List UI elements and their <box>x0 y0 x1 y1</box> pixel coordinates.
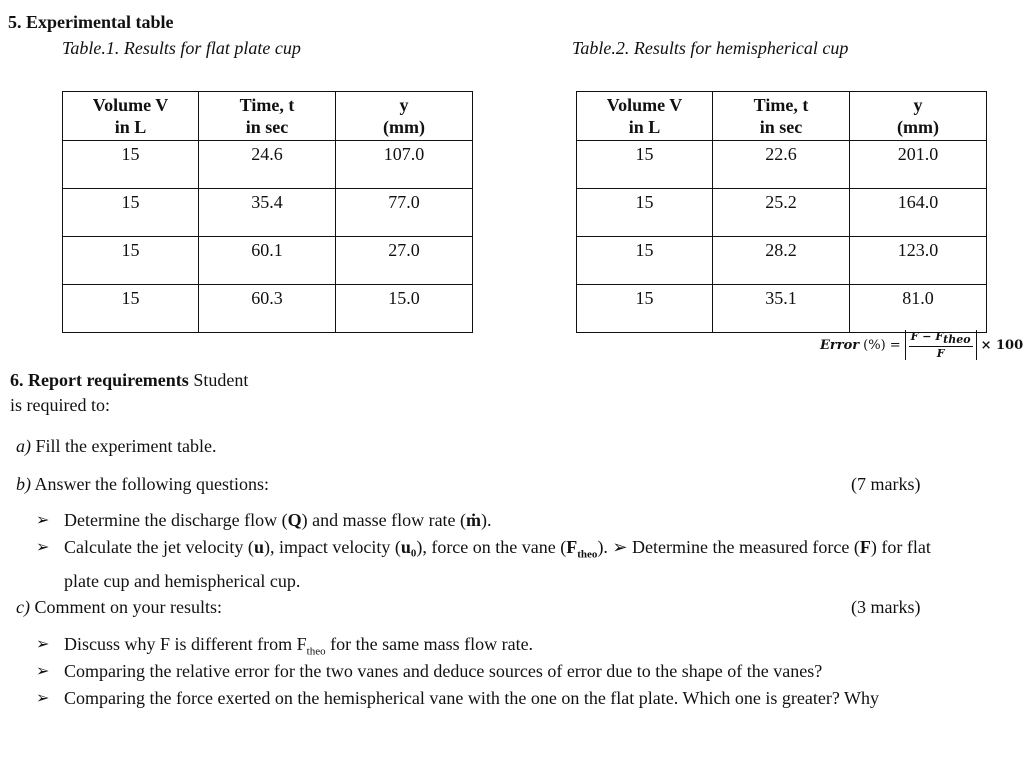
error-formula <box>820 330 1023 360</box>
cell-y: 77.0 <box>336 189 473 237</box>
table-row <box>577 237 987 285</box>
cell-volume: 15 <box>63 189 199 237</box>
section-6-heading: 6. Report requirements Student <box>10 370 249 390</box>
table-row <box>63 237 473 285</box>
cell-time: 22.6 <box>713 141 850 189</box>
cell-volume: 15 <box>63 285 199 333</box>
cell-y: 107.0 <box>336 141 473 189</box>
cell-y: 123.0 <box>850 237 987 285</box>
item-b-bullet-2: Calculate the jet velocity (u), impact velocity (u₀), force on the vane $(F_{theo})$. ➢ Determine the measured force (F) for flat plate cup and hemispherical cup. <box>64 537 931 591</box>
table-row <box>63 285 473 333</box>
item-c-bullet-1: Discuss why F is different from $F_{theo}$ for the same mass flow rate. <box>64 634 534 658</box>
cell-time: 35.4 <box>199 189 336 237</box>
formula-unit: (%) = <box>863 337 901 353</box>
bullet-arrow-icon: ➢ <box>36 512 50 529</box>
section-6-subline: is required to: <box>10 395 110 415</box>
formula-numerator: F − F <box>910 330 944 343</box>
cell-volume: 15 <box>577 189 713 237</box>
cell-volume: 15 <box>577 141 713 189</box>
cell-y: 27.0 <box>336 237 473 285</box>
cell-time: 35.1 <box>713 285 850 333</box>
header-volume: Volume V in L <box>577 92 713 141</box>
table-2-caption: Table.2. Results for hemispherical cup <box>572 38 849 58</box>
bullet-arrow-icon: ➢ <box>36 690 50 707</box>
flat-plate-table <box>62 91 473 333</box>
bullet-arrow-icon: ➢ <box>36 663 50 680</box>
item-a: a) Fill the experiment table. <box>16 436 217 456</box>
cell-volume: 15 <box>63 237 199 285</box>
item-c: c) Comment on your results: <box>16 597 222 617</box>
cell-volume: 15 <box>577 285 713 333</box>
header-volume: Volume V in L <box>63 92 199 141</box>
cell-time: 25.2 <box>713 189 850 237</box>
item-c-bullet-3: Comparing the force exerted on the hemispherical vane with the one on the flat plate. Which one is greater? Why <box>64 688 880 708</box>
cell-time: 28.2 <box>713 237 850 285</box>
cell-time: 24.6 <box>199 141 336 189</box>
cell-y: 164.0 <box>850 189 987 237</box>
item-b-marks: (7 marks) <box>851 474 921 494</box>
table-row <box>577 285 987 333</box>
header-time: Time, t in sec <box>199 92 336 141</box>
header-y: y (mm) <box>850 92 987 141</box>
header-time: Time, t in sec <box>713 92 850 141</box>
bullet-arrow-icon: ➢ <box>36 539 50 556</box>
cell-time: 60.1 <box>199 237 336 285</box>
formula-fraction <box>905 330 977 360</box>
table-header-row <box>63 92 473 141</box>
item-c-bullet-2: Comparing the relative error for the two vanes and deduce sources of error due to the shape of the vanes? <box>64 661 823 681</box>
table-row <box>577 189 987 237</box>
bullet-arrow-icon: ➢ <box>36 636 50 653</box>
cell-volume: 15 <box>577 237 713 285</box>
table-1-caption: Table.1. Results for flat plate cup <box>62 38 301 58</box>
formula-numerator-sub: theo <box>943 333 971 347</box>
cell-volume: 15 <box>63 141 199 189</box>
item-b: b) Answer the following questions: <box>16 474 269 494</box>
cell-y: 201.0 <box>850 141 987 189</box>
table-header-row <box>577 92 987 141</box>
formula-lhs: Error <box>820 337 860 353</box>
cell-time: 60.3 <box>199 285 336 333</box>
table-row <box>63 141 473 189</box>
table-row <box>63 189 473 237</box>
item-b-bullet-1: Determine the discharge flow (Q) and masse flow rate (ṁ). <box>64 510 492 530</box>
formula-rhs: × 100 <box>980 337 1024 353</box>
table-row <box>577 141 987 189</box>
item-c-marks: (3 marks) <box>851 597 921 617</box>
formula-denominator: F <box>936 347 945 361</box>
section-5-heading: 5. Experimental table <box>8 12 174 32</box>
header-y: y (mm) <box>336 92 473 141</box>
cell-y: 15.0 <box>336 285 473 333</box>
hemispherical-table <box>576 91 987 333</box>
cell-y: 81.0 <box>850 285 987 333</box>
